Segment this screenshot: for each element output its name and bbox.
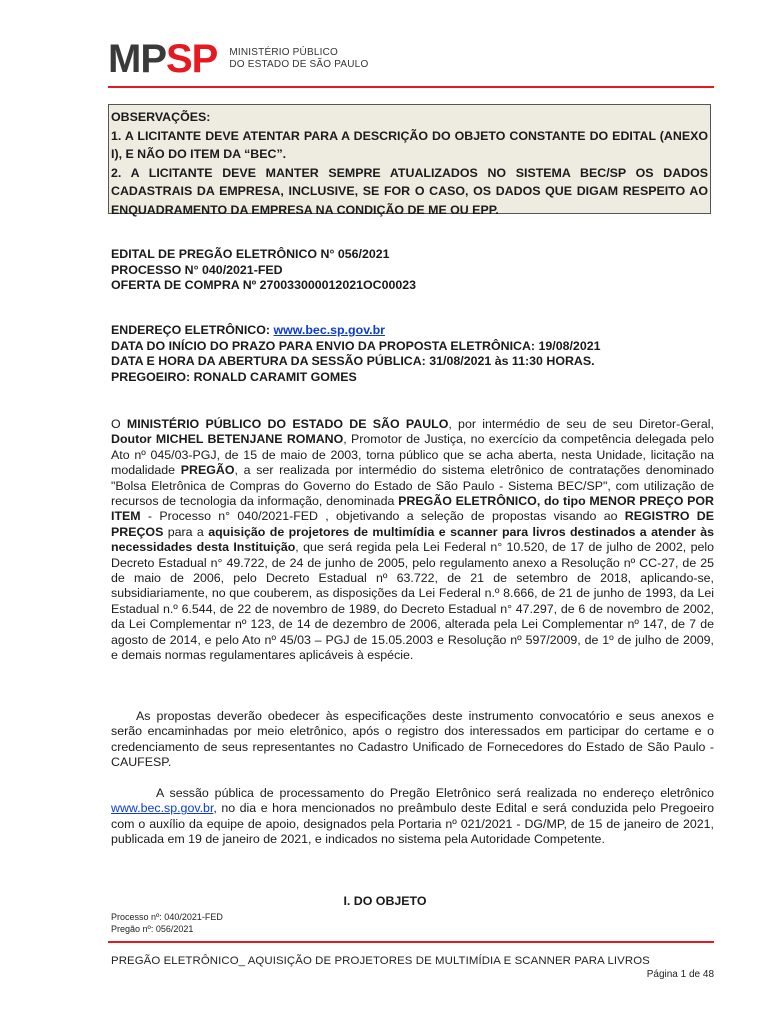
mpsp-logo (108, 37, 369, 81)
paragraph-preambulo: O MINISTÉRIO PÚBLICO DO ESTADO DE SÃO PAULO, por intermédio de seu de seu Diretor-Geral, Doutor MICHEL BETENJANE ROMANO, Promotor de Justiça, no exercício da competência delegada pelo Ato nº 045/03-PGJ, de 15 de maio de 2003, torna público que se acha aberta, nesta Unidade, licitação na modalidade PREGÃO, a ser realizada por intermédio do sistema eletrônico de contratações denominado "Bolsa Eletrônica de Compras do Governo do Estado de São Paulo - Sistema BEC/SP", com utilização de recursos de tecnologia da informação, denominada PREGÃO ELETRÔNICO, do tipo MENOR PREÇO POR ITEM - Processo n° 040/2021-FED , objetivando a seleção de propostas visando ao REGISTRO DE PREÇOS para a aquisição de projetores de multimídia e scanner para livros destinados a atender às necessidades desta Instituição, que será regida pela Lei Federal n° 10.520, de 17 de julho de 2002, pelo Decreto Estadual n° 49.722, de 24 de junho de 2005, pelo regulamento anexo a Resolução nº CC-27, de 25 de maio de 2006, pelo Decreto Estadual nº 63.722, de 21 de setembro de 2018, aplicando-se, subsidiariamente, no que couberem, as disposições da Lei Federal n.º 8.666, de 21 de junho de 1993, da Lei Estadual n.º 6.544, de 22 de novembro de 1989, do Decreto Estadual n° 47.297, de 6 de novembro de 2002, da Lei Complementar nº 123, de 14 de dezembro de 2006, alterada pela Lei Complementar nº 147, de 7 de agosto de 2014, e pelo Ato nº 45/03 – PGJ de 15.05.2003 e Resolução nº 597/2009, de 1º de julho de 2009, e demais normas regulamentares aplicáveis à espécie. (111, 417, 715, 663)
data-inicio-prazo: DATA DO INÍCIO DO PRAZO PARA ENVIO DA PROPOSTA ELETRÔNICA: 19/08/2021 (111, 338, 601, 353)
data-abertura-sessao: DATA E HORA DA ABERTURA DA SESSÃO PÚBLICA: 31/08/2021 às 11:30 HORAS. (111, 354, 595, 368)
footer-pregao: Pregão nº: 056/2021 (111, 924, 194, 934)
observacoes-item-2: 2. A LICITANTE DEVE MANTER SEMPRE ATUALIZADOS NO SISTEMA BEC/SP OS DADOS CADASTRAIS DA EMPRESA, INCLUSIVE, SE FOR O CASO, OS DADOS QUE DIGAM RESPEITO AO ENQUADRAMENTO DA EMPRESA NA CONDIÇÃO DE ME OU EPP. (111, 165, 708, 217)
processo-number: PROCESSO N° 040/2021-FED (111, 262, 283, 277)
oferta-compra: OFERTA DE COMPRA Nº 270033000012021OC00023 (111, 278, 417, 292)
footer-processo: Processo nº: 040/2021-FED (111, 912, 223, 922)
logo-subtitle: MINISTÉRIO PÚBLICO DO ESTADO DE SÃO PAULO (229, 47, 369, 70)
paragraph-propostas: As propostas deverão obedecer às especificações deste instrumento convocatório e seus anexos e serão encaminhadas por meio eletrônico, após o registro dos interessados em participar do certame e o credenciamento de seus representantes no Cadastro Unificado de Fornecedores do Estado de São Paulo - CAUFESP. (111, 709, 714, 770)
page-number: Página 1 de 48 (646, 969, 714, 980)
observacoes-box (108, 104, 711, 217)
endereco-eletronico: ENDEREÇO ELETRÔNICO: www.bec.sp.gov.br (111, 323, 386, 337)
observacoes-item-1: 1. A LICITANTE DEVE ATENTAR PARA A DESCRIÇÃO DO OBJETO CONSTANTE DO EDITAL (ANEXO I), E NÃO DO ITEM DA “BEC”. (111, 128, 708, 162)
logo-wordmark: MPSP (108, 37, 218, 81)
edital-header (111, 247, 416, 294)
footer-title: PREGÃO ELETRÔNICO_ AQUISIÇÃO DE PROJETORES DE MULTIMÍDIA E SCANNER PARA LIVROS (111, 955, 650, 967)
bec-link[interactable]: www.bec.sp.gov.br (273, 323, 386, 337)
pregoeiro: PREGOEIRO: RONALD CARAMIT GOMES (111, 369, 357, 384)
observacoes-title: OBSERVAÇÕES: (111, 110, 211, 124)
edital-number: EDITAL DE PREGÃO ELETRÔNICO N° 056/2021 (111, 247, 390, 261)
paragraph-sessao: A sessão pública de processamento do Pregão Eletrônico será realizada no endereço eletrônico www.bec.sp.gov.br, no dia e hora mencionados no preâmbulo deste Edital e será conduzida pelo Pregoeiro com o auxílio da equipe de apoio, designados pela Portaria nº 021/2021 - DG/MP, de 15 de janeiro de 2021, publicada em 19 de janeiro de 2021, e indicados no sistema pela Autoridade Competente. (111, 786, 714, 847)
bec-link-2[interactable]: www.bec.sp.gov.br (111, 801, 214, 816)
footer-references (111, 911, 223, 935)
edital-dados (111, 323, 601, 385)
header-divider (108, 86, 714, 88)
footer-divider (108, 941, 714, 943)
section-title: I. DO OBJETO (343, 894, 427, 908)
